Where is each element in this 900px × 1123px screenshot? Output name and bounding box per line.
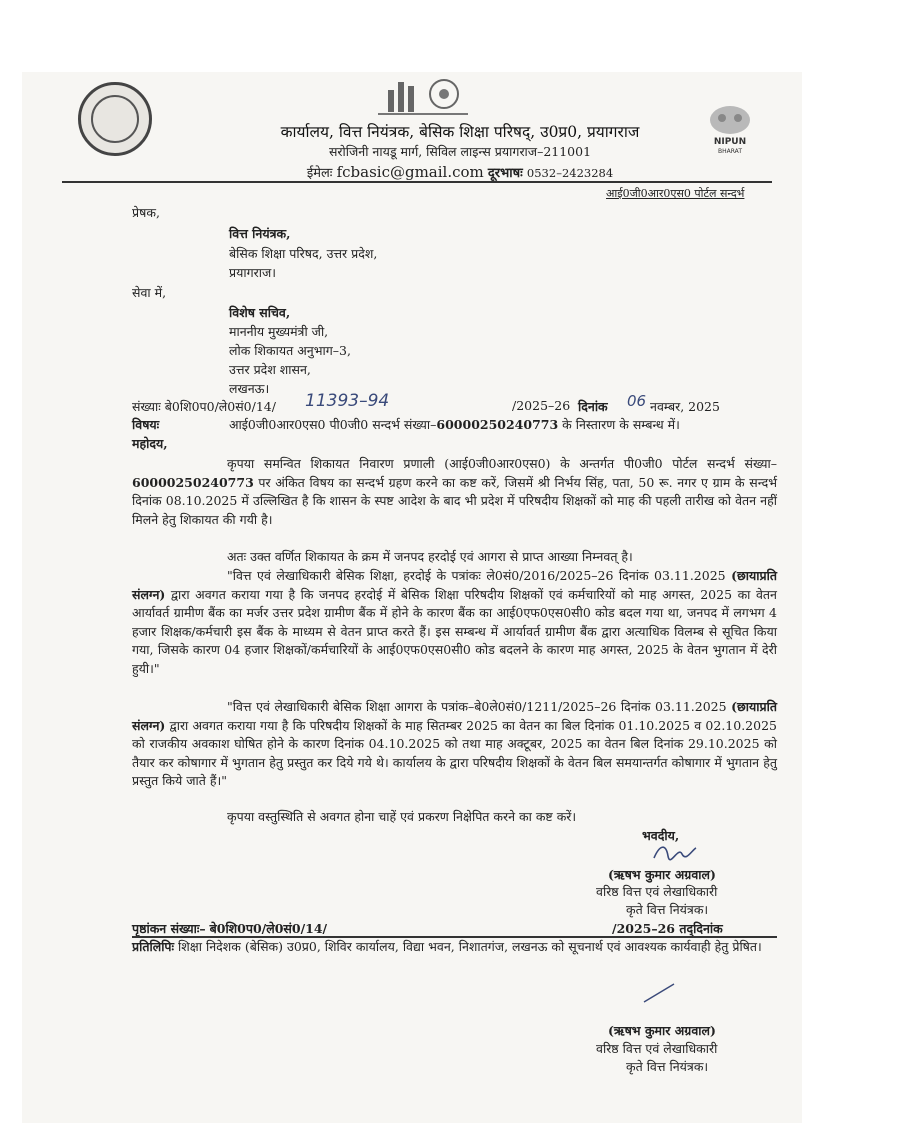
recipient-line5: लखनऊ। — [229, 381, 270, 396]
sender-line2: बेसिक शिक्षा परिषद, उत्तर प्रदेश, — [229, 246, 378, 261]
date-rest: नवम्बर, 2025 — [650, 399, 720, 414]
basic-education-emblem — [368, 72, 478, 122]
subject-line: आई0जी0आर0एस0 पी0जी0 सन्दर्भ संख्या–60000250240773 के निस्तारण के सम्बन्ध में। — [229, 417, 680, 432]
letter-number-year: /2025–26 — [512, 398, 571, 413]
salutation: महोदय, — [132, 436, 168, 451]
signatory-on-behalf-2: कृते वित्त नियंत्रक। — [626, 1059, 709, 1074]
signatory-on-behalf-1: कृते वित्त नियंत्रक। — [626, 902, 709, 917]
body-paragraph-4: "वित्त एवं लेखाधिकारी बेसिक शिक्षा आगरा के पत्रांक–बे0ले0सं0/1211/2025–26 दिनांक 03.11.2025 (छायाप्रति संलग्न) द्वारा अवगत कराया गया है कि परिषदीय शिक्षकों के माह सितम्बर 2025 का वेतन का बिल दिनांक 01.10.2025 व 02.10.2025 को राजकीय अवकाश घोषित होने के कारण दिनांक 04.10.2025 को तथा माह अक्टूबर, 2025 का वेतन बिल दिनांक 29.10.2025 को तैयार कर कोषागार में भुगतान हेतु प्रस्तुत कर दिये गये थे। कार्यालय के द्वारा परिषदीय शिक्षकों के वेतन बिल समयान्तर्गत कोषागार में भुगतान हेतु प्रस्तुत किये जाते हैं।" — [132, 699, 777, 788]
svg-text:NIPUN: NIPUN — [713, 137, 747, 147]
email-link[interactable]: fcbasic@gmail.com — [336, 163, 484, 181]
recipient-line3: लोक शिकायत अनुभाग–3, — [229, 343, 351, 358]
header-divider — [62, 181, 772, 183]
body-paragraph-2: अतः उक्त वर्णित शिकायत के क्रम में जनपद हरदोई एवं आगरा से प्राप्त आख्या निम्नवत् है। — [227, 549, 633, 564]
handwritten-day: 06 — [627, 392, 647, 410]
signatory-designation-2: वरिष्ठ वित्त एवं लेखाधिकारी — [596, 1041, 718, 1056]
body-paragraph-1: कृपया समन्वित शिकायत निवारण प्रणाली (आई0जी0आर0एस0) के अन्तर्गत पी0जी0 पोर्टल सन्दर्भ संख्या–60000250240773 पर अंकित विषय का सन्दर्भ ग्रहण करने का कष्ट करें, जिसमें श्री निर्भय सिंह, पता, 50 रू. नगर ए ग्राम के सन्दर्भ दिनांक 08.10.2025 में उल्लिखित है कि शासन के स्पष्ट आदेश के बाद भी प्रदेश में परिषदीय शिक्षकों को माह की पहली तारीख को वेतन नहीं मिलने हेतु शिकायत की गयी है। — [132, 456, 777, 527]
signatory-name-1: (ऋषभ कुमार अग्रवाल) — [608, 867, 716, 882]
svg-text:BHARAT: BHARAT — [718, 148, 742, 155]
sender-label: प्रेषक, — [132, 205, 160, 220]
up-government-seal — [78, 82, 152, 156]
handwritten-letter-number: 11393–94 — [305, 391, 390, 411]
sender-name: वित्त नियंत्रक, — [229, 226, 291, 241]
recipient-line4: उत्तर प्रदेश शासन, — [229, 362, 311, 377]
endorsement-date: /2025–26 तद्‌दिनांक — [612, 921, 723, 936]
recipient-label: सेवा में, — [132, 285, 167, 300]
letterhead-office: कार्यालय, वित्त नियंत्रक, बेसिक शिक्षा परिषद्, उ0प्र0, प्रयागराज — [280, 123, 640, 141]
recipient-line2: माननीय मुख्यमंत्री जी, — [229, 324, 329, 339]
signatory-name-2: (ऋषभ कुमार अग्रवाल) — [608, 1023, 716, 1038]
date-label: दिनांक — [578, 399, 608, 414]
copy-to-paragraph: प्रतिलिपिः शिक्षा निदेशक (बेसिक) उ0प्र0, शिविर कार्यालय, विद्या भवन, निशातगंज, लखनऊ को सूचनार्थ एवं आवश्यक कार्यवाही हेतु प्रेषित। — [132, 939, 762, 954]
handwritten-signature-2 — [640, 980, 680, 1006]
letterhead-address: सरोजिनी नायडू मार्ग, सिविल लाइन्स प्रयागराज–211001 — [328, 144, 592, 159]
sender-line3: प्रयागराज। — [229, 265, 277, 280]
subject-label: विषयः — [132, 417, 160, 432]
body-paragraph-5: कृपया वस्तुस्थिति से अवगत होना चाहें एवं प्रकरण निक्षेपित करने का कष्ट करें। — [227, 809, 577, 824]
portal-reference: आई0जी0आर0एस0 पोर्टल सन्दर्भ — [606, 187, 745, 200]
letterhead-contact: ईमेलः fcbasic@gmail.com दूरभाषः 0532–2423284 — [306, 163, 614, 181]
endorsement-line: पृष्ठांकन संख्याः– बे0शि0प0/ले0सं0/14/ — [132, 921, 328, 936]
handwritten-signature-1 — [650, 840, 700, 866]
body-paragraph-3: "वित्त एवं लेखाधिकारी बेसिक शिक्षा, हरदोई के पत्रांकः ले0सं0/2016/2025–26 दिनांक 03.11.2025 (छायाप्रति संलग्न) द्वारा अवगत कराया गया है कि जनपद हरदोई में बेसिक शिक्षा परिषदीय शिक्षकों एवं कर्मचारियों को माह अगस्त, 2025 का वेतन आर्यावर्त ग्रामीण बैंक का मर्जर उत्तर प्रदेश ग्रामीण बैंक में होने के कारण बैंक का आई0एफ0एस0सी0 कोड बदल गया था, जनपद में लगभग 4 हजार शिक्षक/कर्मचारी इस बैंक के माध्यम से वेतन प्राप्त करते हैं। इस सम्बन्ध में आर्यावर्त ग्रामीण बैंक द्वारा अत्याधिक विलम्ब से सूचित किया गया, जिसके कारण 04 हजार शिक्षकों/कर्मचारियों के आई0एफ0एस0सी0 कोड बदलने के कारण माह अगस्त, 2025 के वेतन भुगतान में देरी हुयी।" — [132, 568, 777, 676]
recipient-name: विशेष सचिव, — [229, 305, 291, 320]
signatory-designation-1: वरिष्ठ वित्त एवं लेखाधिकारी — [596, 884, 718, 899]
closing: भवदीय, — [642, 828, 680, 843]
letter-number-label: संख्याः बे0शि0प0/ले0सं0/14/ — [132, 399, 276, 414]
